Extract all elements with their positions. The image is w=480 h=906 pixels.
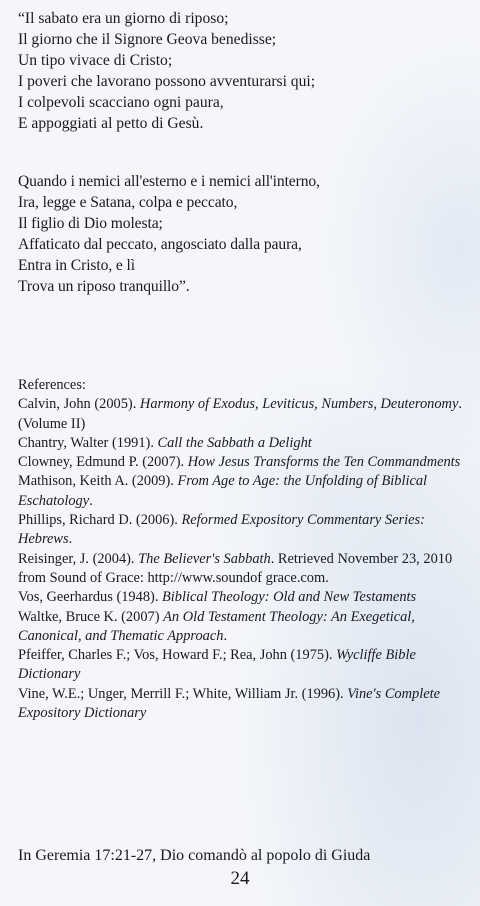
reference-entry (18, 511, 470, 550)
reference-title: An Old Testament Theology: An Exegetical, Canonical, and Thematic Approach (18, 608, 415, 644)
reference-entry (18, 588, 470, 607)
poem-stanza-2 (18, 171, 470, 297)
reference-entry (18, 608, 470, 647)
poem-stanza-1 (18, 8, 470, 134)
reference-text: Phillips, Richard D. (2006). (18, 512, 182, 529)
reference-title: Vine's Complete Expository Dictionary (18, 685, 440, 722)
reference-entry (18, 550, 470, 589)
reference-title: Biblical Theology: Old and New Testaments (162, 589, 417, 606)
reference-text: Pfeiffer, Charles F.; Vos, Howard F.; Rea, John (1975). (18, 647, 337, 664)
page-number: 24 (230, 868, 250, 889)
poem-line: E appoggiati al petto di Gesù. (18, 115, 204, 132)
reference-text: Waltke, Bruce K. (2007) (18, 608, 164, 625)
poem-line: Un tipo vivace di Cristo; (18, 52, 173, 69)
reference-text: . (Volume II) (18, 396, 462, 432)
reference-title: Wycliffe Bible Dictionary (18, 647, 416, 683)
reference-entry (18, 646, 470, 685)
reference-entry (18, 685, 470, 724)
references-list (18, 395, 470, 723)
reference-text: Reisinger, J. (2004). (18, 550, 139, 567)
reference-entry (18, 472, 470, 511)
reference-text: . Retrieved November 23, 2010 from Sound of Grace: http://www.soundof grace.com. (18, 550, 453, 586)
poem-line: Trova un riposo tranquillo”. (18, 278, 190, 295)
reference-entry (18, 453, 470, 472)
reference-text: Calvin, John (2005). (18, 396, 140, 413)
reference-entry (18, 434, 470, 453)
reference-text: Chantry, Walter (1991). (18, 434, 158, 451)
poem-line: Entra in Cristo, e lì (18, 257, 136, 274)
reference-title: From Age to Age: the Unfolding of Biblical Eschatology (18, 473, 428, 509)
reference-text: Mathison, Keith A. (2009). (18, 473, 178, 490)
reference-title: The Believer's Sabbath (138, 550, 271, 567)
reference-title: How Jesus Transforms the Ten Commandments (187, 454, 461, 471)
poem-line: Affaticato dal peccato, angosciato dalla paura, (18, 236, 302, 253)
reference-title: Harmony of Exodus, Leviticus, Numbers, Deuteronomy (139, 396, 459, 413)
footer-text: In Geremia 17:21-27, Dio comandò al popolo di Giuda (18, 847, 371, 864)
poem-line: Il giorno che il Signore Geova benedisse; (18, 31, 277, 48)
reference-text: Clowney, Edmund P. (2007). (18, 454, 188, 471)
poem-line: Il figlio di Dio molesta; (18, 215, 163, 232)
references-section (18, 376, 470, 723)
reference-title: Reformed Expository Commentary Series: Hebrews (18, 512, 425, 548)
reference-text: Vos, Geerhardus (1948). (18, 589, 163, 606)
poem-line: Ira, legge e Satana, colpa e peccato, (18, 194, 238, 211)
poem-line: Quando i nemici all'esterno e i nemici all'interno, (18, 173, 320, 190)
reference-entry (18, 395, 470, 434)
reference-text: . (68, 531, 73, 548)
reference-text: . (223, 627, 228, 644)
poem-line: I colpevoli scacciano ogni paura, (18, 94, 224, 111)
poem-line: I poveri che lavorano possono avventurarsi qui; (18, 73, 316, 90)
reference-title: Call the Sabbath a Delight (157, 434, 312, 451)
references-heading: References: (18, 377, 86, 393)
reference-text: Vine, W.E.; Unger, Merrill F.; White, William Jr. (1996). (18, 685, 348, 702)
reference-text: . (89, 492, 93, 509)
poem-line: “Il sabato era un giorno di riposo; (18, 10, 229, 27)
